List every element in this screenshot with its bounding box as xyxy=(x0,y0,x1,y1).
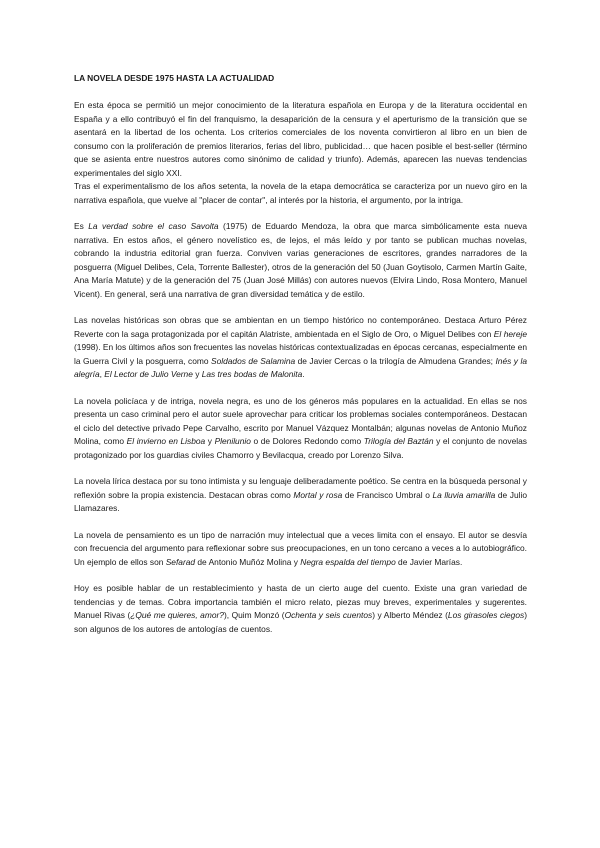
book-title: Soldados de Salamina xyxy=(211,355,296,366)
book-title: Ochenta y seis cuentos xyxy=(284,610,373,620)
paragraph-transition: Tras el experimentalismo de los años setenta, la novela de la etapa democrática se caracteriza por un nuevo giro en la narrativa española, que vuelve al "placer de contar", al interés por la historia, el argumento, por la intriga. xyxy=(74,181,527,205)
book-title: El invierno en Lisboa xyxy=(126,436,206,446)
book-title: Plenilunio xyxy=(214,436,251,446)
book-title: El Lector de Julio Verne xyxy=(104,369,193,379)
book-title: La verdad sobre el caso Savolta xyxy=(88,221,219,231)
paragraph-intro: En esta época se permitió un mejor conocimiento de la literatura española en Europa y de la literatura occidental en España y a ello contribuyó el fin del franquismo, la desaparición de la censura y el aperturismo de la transición que se asentará en la libertad de los ochenta. Los criterios comerciales de los noventa convirtieron al libro en un bien de consumo con la proliferación de premios literarios, ferias del libro, publicidad… que hacen posible el best-seller (término que se asienta entre nuestros autores como sinónimo de calidad y triunfo). Además, aparecen las nuevas tendencias experimentales del siglo XXI. xyxy=(74,100,527,178)
book-title: Negra espalda del tiempo xyxy=(300,556,396,567)
paragraph-crime-novel: La novela policíaca y de intriga, novela negra, es uno de los géneros más populares en la actualidad. En ellas se nos presenta un caso criminal pero el autor suele aprovechar para criticar los problemas sociales contemporáneos. Destacan el ciclo del detective privado Pepe Carvalho, escrito por Manuel Vázquez Montalbán; algunas novelas de Antonio Muñoz Molina, como El invierno en Lisboa y Plenilunio o de Dolores Redondo como Trilogía del Baztán y el conjunto de novelas protagonizado por los guardias civiles Chamorro y Bevilacqua, creado por Lorenzo Silva. xyxy=(74,395,527,460)
paragraph-savolta: Es La verdad sobre el caso Savolta (1975) de Eduardo Mendoza, la obra que marca simbólicamente esta nueva narrativa. En estos años, el género novelístico es, de lejos, el más leído y por tanto se publican muchas novelas, cobrando la industria editorial gran fuerza. Conviven varias generaciones de escritores, grandes narradores de la posguerra (Miguel Delibes, Cela, Torrente Ballester), otros de la generación del 50 (Juan Goytisolo, Carmen Martín Gaite, Ana María Matute) y de la generación del 75 (Juan José Millás) con autores nuevos (Elvira Lindo, Rosa Montero, Manuel Vicent). En general, será una narrativa de gran diversidad temática y de estilo. xyxy=(74,221,528,299)
paragraph-short-story: Hoy es posible hablar de un restablecimiento y hasta de un cierto auge del cuento. Existe una gran variedad de tendencias y de temas. Cobra importancia también el micro relato, piezas muy breves, experimentales y sugerentes. Manuel Rivas (¿Qué me quieres, amor?), Quim Monzó (Ochenta y seis cuentos) y Alberto Méndez (Los girasoles ciegos) son algunos de los autores de antologías de cuentos. xyxy=(74,583,527,634)
document-title: LA NOVELA DESDE 1975 HASTA LA ACTUALIDAD xyxy=(74,73,275,83)
book-title: El hereje xyxy=(493,328,527,339)
document-page xyxy=(74,72,527,649)
book-title: Inés y la alegría xyxy=(74,355,527,379)
paragraph-historical-novel: Las novelas históricas son obras que se ambientan en un tiempo histórico no contemporáneo. Destaca Arturo Pérez Reverte con la saga protagonizada por el capitán Alatriste, ambientada en el Siglo de Oro, o Miguel Delibes con El hereje (1998). En los últimos años son frecuentes las novelas históricas contextualizadas en épocas cercanas, especialmente en la Guerra Civil y la posguerra, como Soldados de Salamina de Javier Cercas o la trilogía de Almudena Grandes; Inés y la alegría, El Lector de Julio Verne y Las tres bodas de Malonita. xyxy=(74,315,527,379)
book-title: Trilogía del Baztán xyxy=(363,436,434,446)
book-title: Sefarad xyxy=(165,556,196,567)
book-title: Las tres bodas de Malonita xyxy=(201,369,303,379)
book-title: Los girasoles ciegos xyxy=(447,610,525,620)
book-title: ¿Qué me quieres, amor? xyxy=(130,610,224,620)
book-title: Mortal y rosa xyxy=(293,489,343,500)
book-title: La lluvia amarilla xyxy=(432,489,496,500)
paragraph-thought-novel: La novela de pensamiento es un tipo de narración muy intelectual que a veces limita con el ensayo. El autor se desvía con frecuencia del argumento para reflexionar sobre sus preocupaciones, en un tono cercano a veces a lo autobiográfico. Un ejemplo de ellos son Sefarad de Antonio Muñóz Molina y Negra espalda del tiempo de Javier Marías. xyxy=(74,529,527,567)
paragraph-lyric-novel: La novela lírica destaca por su tono intimista y su lenguaje deliberadamente poético. Se centra en la búsqueda personal y reflexión sobre la propia existencia. Destacan obras como Mortal y rosa de Francisco Umbral o La lluvia amarilla de Julio Llamazares. xyxy=(74,476,528,513)
